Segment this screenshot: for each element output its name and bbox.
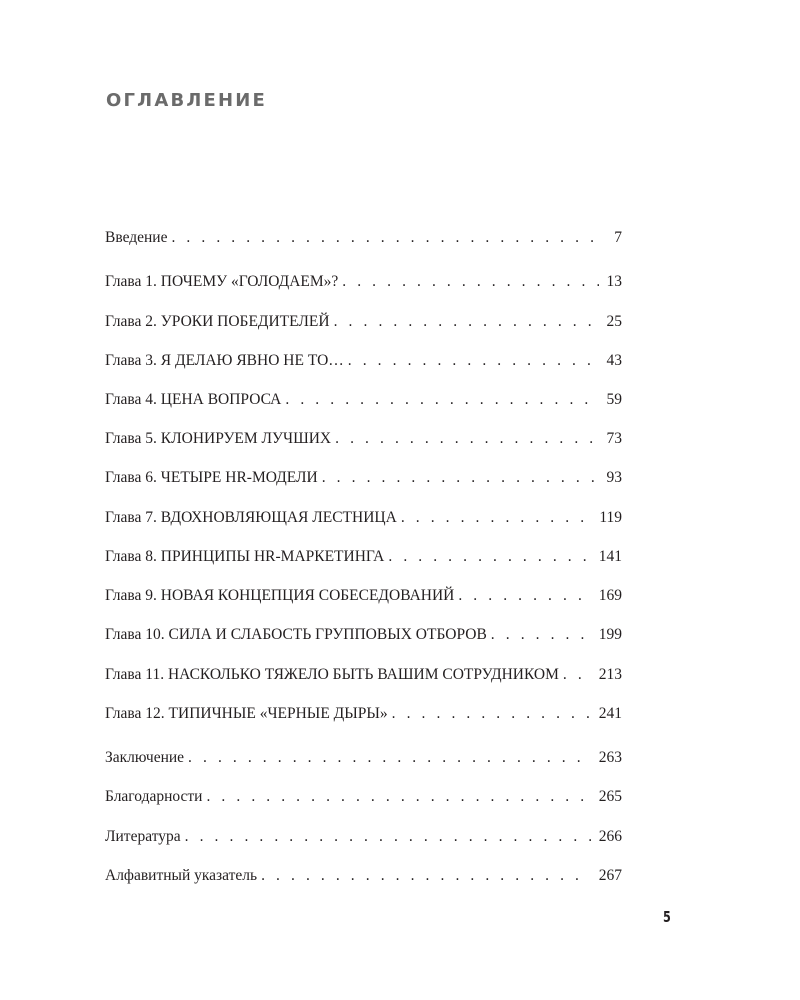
toc-entry-page: 213: [598, 666, 622, 683]
toc-entry-title: Глава 3. Я ДЕЛАЮ ЯВНО НЕ ТО…: [105, 352, 344, 369]
toc-entry-title: Глава 6. ЧЕТЫРЕ HR-МОДЕЛИ: [105, 469, 318, 486]
toc-entry-chapter-12[interactable]: [105, 702, 622, 726]
toc-entry-page: 266: [598, 828, 622, 845]
toc-entry-page: 267: [598, 867, 622, 884]
toc-entry-title: Глава 1. ПОЧЕМУ «ГОЛОДАЕМ»?: [105, 273, 339, 290]
toc-entry-page: 13: [606, 273, 622, 290]
toc-entry-chapter-1[interactable]: [105, 270, 622, 294]
toc-dot-leader: [401, 506, 592, 530]
toc-entry-title: Глава 2. УРОКИ ПОБЕДИТЕЛЕЙ: [105, 313, 330, 330]
toc-entry-literature[interactable]: [105, 825, 622, 849]
toc-dot-leader: [206, 785, 590, 809]
toc-entry-title: Алфавитный указатель: [105, 867, 258, 884]
toc-entry-page: 59: [606, 391, 622, 408]
toc-entry-page: 263: [598, 749, 622, 766]
toc-dot-leader: [285, 388, 598, 412]
toc-entry-chapter-4[interactable]: [105, 388, 622, 412]
toc-dot-leader: [388, 545, 590, 569]
toc-dot-leader: [261, 864, 591, 888]
toc-entry-title: Заключение: [105, 749, 185, 766]
toc-entry-chapter-3[interactable]: [105, 349, 622, 373]
toc-entry-chapter-8[interactable]: [105, 545, 622, 569]
toc-entry-chapter-2[interactable]: [105, 310, 622, 334]
toc-entry-title: Глава 4. ЦЕНА ВОПРОСА: [105, 391, 282, 408]
toc-entry-title: Введение: [105, 229, 168, 246]
toc-entry-title: Глава 9. НОВАЯ КОНЦЕПЦИЯ СОБЕСЕДОВАНИЙ: [105, 587, 455, 604]
toc-entry-page: 199: [598, 626, 622, 643]
toc-entry-chapter-11[interactable]: [105, 663, 622, 687]
toc-entry-acknowledgements[interactable]: [105, 785, 622, 809]
toc-entry-page: 169: [598, 587, 622, 604]
toc-dot-leader: [348, 349, 599, 373]
toc-dot-leader: [392, 702, 591, 726]
toc-entry-chapter-9[interactable]: [105, 584, 622, 608]
toc-entry-title: Глава 10. СИЛА И СЛАБОСТЬ ГРУППОВЫХ ОТБОРОВ: [105, 626, 487, 643]
toc-entry-page: 43: [606, 352, 622, 369]
toc-entry-title: Глава 11. НАСКОЛЬКО ТЯЖЕЛО БЫТЬ ВАШИМ СОТРУДНИКОМ: [105, 666, 559, 683]
toc-dot-leader: [563, 663, 591, 687]
toc-entry-title: Глава 12. ТИПИЧНЫЕ «ЧЕРНЫЕ ДЫРЫ»: [105, 705, 388, 722]
toc-entry-title: Благодарности: [105, 788, 203, 805]
page-title: ОГЛАВЛЕНИЕ: [106, 90, 268, 111]
toc-entry-chapter-6[interactable]: [105, 466, 622, 490]
toc-dot-leader: [171, 226, 602, 250]
toc-dot-leader: [491, 623, 591, 647]
toc-dot-leader: [188, 746, 591, 770]
toc-entry-chapter-10[interactable]: [105, 623, 622, 647]
toc-dot-leader: [342, 270, 598, 294]
toc-entry-page: 25: [606, 313, 622, 330]
toc-dot-leader: [185, 825, 591, 849]
toc-entry-page: 93: [606, 469, 622, 486]
toc-entry-title: Глава 5. КЛОНИРУЕМ ЛУЧШИХ: [105, 430, 332, 447]
toc-dot-leader: [334, 310, 599, 334]
toc-entry-introduction[interactable]: [105, 226, 622, 250]
toc-entry-page: 73: [606, 430, 622, 447]
toc-entry-page: 265: [598, 788, 622, 805]
toc-entry-title: Литература: [105, 828, 181, 845]
toc-entry-page: 119: [599, 509, 622, 526]
toc-entry-page: 241: [598, 705, 622, 722]
toc-entry-title: Глава 8. ПРИНЦИПЫ HR-МАРКЕТИНГА: [105, 548, 385, 565]
toc-entry-index[interactable]: [105, 864, 622, 888]
toc-entry-chapter-7[interactable]: [105, 506, 622, 530]
toc-entry-title: Глава 7. ВДОХНОВЛЯЮЩАЯ ЛЕСТНИЦА: [105, 509, 397, 526]
toc-entry-page: 141: [598, 548, 622, 565]
toc-dot-leader: [322, 466, 599, 490]
toc-entry-page: 7: [614, 229, 622, 246]
toc-dot-leader: [458, 584, 590, 608]
page-number: 5: [663, 908, 671, 926]
toc-dot-leader: [335, 427, 598, 451]
toc-entry-chapter-5[interactable]: [105, 427, 622, 451]
toc-entry-conclusion[interactable]: [105, 746, 622, 770]
